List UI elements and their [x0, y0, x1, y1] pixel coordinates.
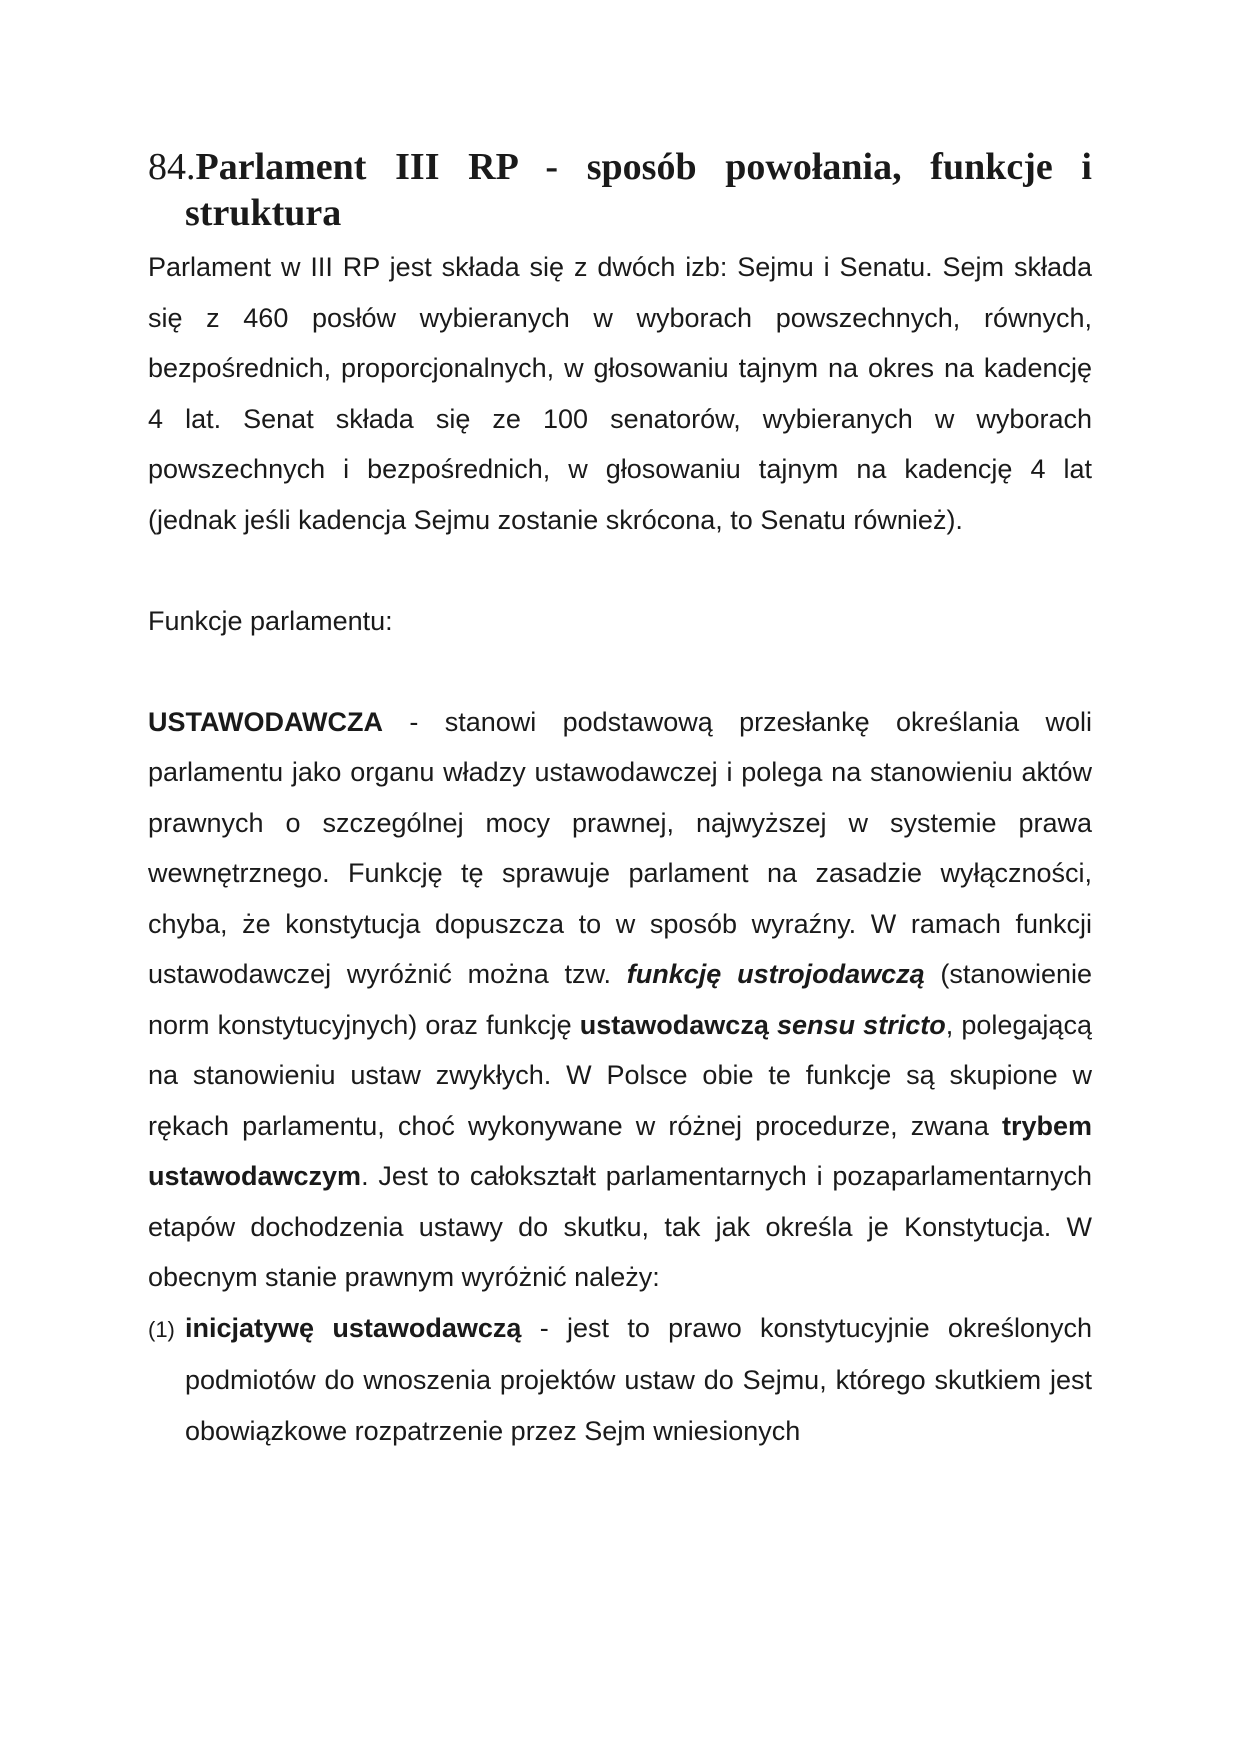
- list-item-text: - jest to prawo konstytucyjnie określonych podmiotów do wnoszenia projektów ustaw do Sejmu, którego skutkiem jest obowiązkowe rozpatrzenie przez Sejm wniesionych: [185, 1312, 1092, 1446]
- legislative-text-5: . Jest to całokształt parlamentarnych i pozaparlamentarnych etapów dochodzenia ustawy do skutku, tak jak określa je Konstytucja. W obecnym stanie prawnym wyróżnić należy:: [148, 1161, 1092, 1292]
- list-item-term: inicjatywę ustawodawczą: [185, 1312, 522, 1343]
- legislative-term: USTAWODAWCZA: [148, 706, 383, 737]
- legislative-paragraph: [148, 697, 1092, 1303]
- page-title: [148, 144, 1092, 236]
- legislative-text-2: (stanowienie norm konstytucyjnych) oraz funkcję: [148, 959, 1092, 1040]
- sensu-stricto-term: sensu stricto: [777, 1009, 946, 1040]
- legislative-mode-term: trybem ustawodawczym: [148, 1110, 1092, 1191]
- list-item-number: (1): [148, 1316, 175, 1342]
- list-item: [148, 1303, 1092, 1457]
- intro-paragraph: Parlament w III RP jest składa się z dwóch izb: Sejmu i Senatu. Sejm składa się z 460 posłów wybieranych w wyborach powszechnych, równych, bezpośrednich, proporcjonalnych, w głosowaniu tajnym na okres na kadencję 4 lat. Senat składa się ze 100 senatorów, wybieranych w wyborach powszechnych i bezpośrednich, w głosowaniu tajnym na kadencję 4 lat (jednak jeśli kadencja Sejmu zostanie skrócona, to Senatu również).: [148, 252, 1092, 535]
- legislative-text-3: [769, 1010, 777, 1040]
- spacer: [148, 545, 1092, 596]
- constitution-making-term: funkcję ustrojodawczą: [626, 959, 925, 989]
- spacer: [148, 646, 1092, 697]
- functions-label: Funkcje parlamentu:: [148, 605, 393, 636]
- document-page: [148, 144, 1092, 1456]
- heading-title: Parlament III RP - sposób powołania, funkcje i struktura: [185, 146, 1092, 234]
- heading-number: 84.: [148, 146, 196, 188]
- legislative-text-4: , polegającą na stanowieniu ustaw zwykłych. W Polsce obie te funkcje są skupione w rękach parlamentu, choć wykonywane w różnej procedurze, zwana: [148, 1009, 1092, 1141]
- legislative-bold-term: ustawodawczą: [579, 1009, 769, 1040]
- legislative-text-1: - stanowi podstawową przesłankę określania woli parlamentu jako organu władzy ustawodawczej i polega na stanowieniu aktów prawnych o szczególnej mocy prawnej, najwyższej w systemie prawa wewnętrznego. Funkcję tę sprawuje parlament na zasadzie wyłączności, chyba, że konstytucja dopuszcza to w sposób wyraźny. W ramach funkcji ustawodawczej wyróżnić można tzw.: [148, 706, 1092, 989]
